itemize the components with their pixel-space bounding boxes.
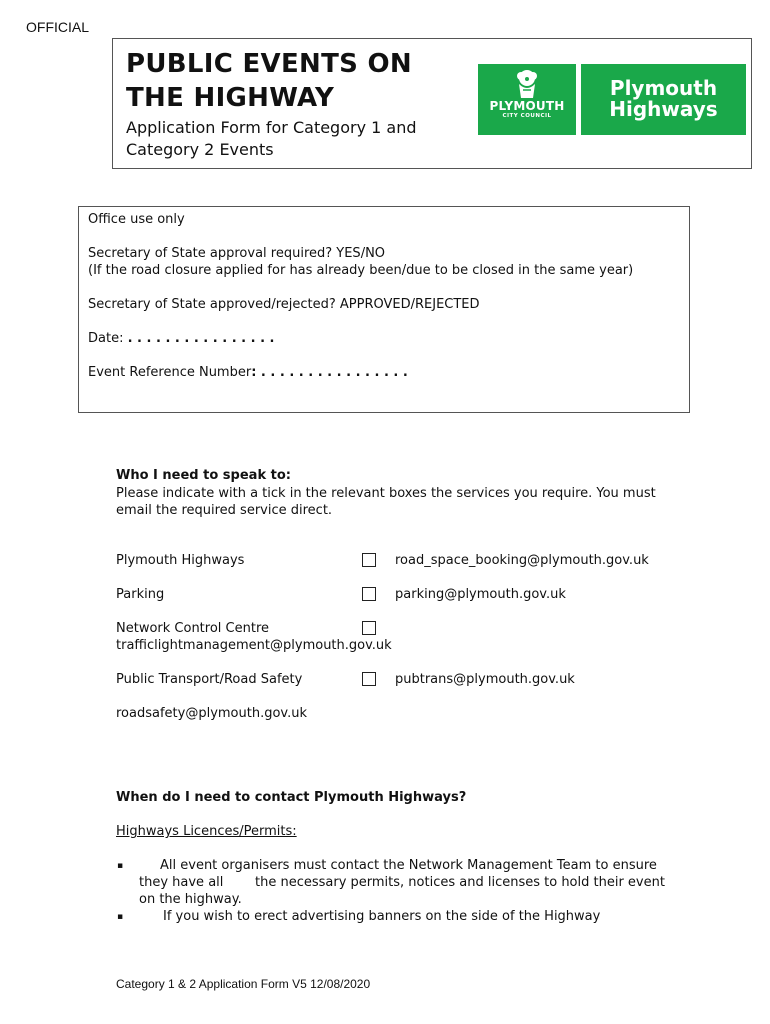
title-line-2: THE HIGHWAY <box>126 83 335 113</box>
checkbox-network-control[interactable] <box>362 621 376 635</box>
bullet-2-text: If you wish to erect advertising banners on the side of the Highway <box>163 909 601 924</box>
title-line-1: PUBLIC EVENTS ON <box>126 49 412 79</box>
office-use-heading: Office use only <box>88 212 185 227</box>
service-name-highways: Plymouth Highways <box>116 553 245 568</box>
event-reference-dots: : . . . . . . . . . . . . . . . . <box>251 365 408 380</box>
subtitle-line-1: Application Form for Category 1 and <box>126 118 417 137</box>
service-email-highways: road_space_booking@plymouth.gov.uk <box>395 553 649 568</box>
date-field[interactable] <box>88 330 275 347</box>
contacts-intro-line-1: Please indicate with a tick in the relevant boxes the services you require. You must <box>116 486 656 501</box>
licences-subheading: Highways Licences/Permits: <box>116 824 297 839</box>
contacts-heading: Who I need to speak to: <box>116 468 291 483</box>
page-subtitle <box>126 117 417 161</box>
contacts-intro-line-2: email the required service direct. <box>116 503 333 518</box>
date-label: Date: <box>88 331 128 346</box>
highways-logo-line-2: Highways <box>609 97 718 121</box>
service-email-parking: parking@plymouth.gov.uk <box>395 587 566 602</box>
sos-note-line: (If the road closure applied for has already been/due to be closed in the same year) <box>88 263 634 278</box>
council-logo-name: PLYMOUTH <box>489 99 565 113</box>
event-reference-field[interactable] <box>88 364 408 381</box>
service-name-parking: Parking <box>116 587 165 602</box>
service-name-network-control: Network Control Centre <box>116 621 270 636</box>
service-name-public-transport: Public Transport/Road Safety <box>116 672 303 687</box>
bullet-1-line-1: All event organisers must contact the Network Management Team to ensure <box>160 858 657 873</box>
highways-logo-line-1: Plymouth <box>609 76 718 100</box>
checkbox-parking[interactable] <box>362 587 376 601</box>
bullet-icon: ▪ <box>117 912 124 922</box>
checkbox-public-transport[interactable] <box>362 672 376 686</box>
date-dots: . . . . . . . . . . . . . . . . <box>127 331 275 346</box>
plymouth-city-council-logo <box>478 64 576 135</box>
bullet-1-line-3: on the highway. <box>139 892 242 907</box>
service-email-network-control: trafficlightmanagement@plymouth.gov.uk <box>116 638 392 653</box>
bullet-icon: ▪ <box>117 861 124 871</box>
subtitle-line-2: Category 2 Events <box>126 140 274 159</box>
service-email-public-transport: pubtrans@plymouth.gov.uk <box>395 672 575 687</box>
sos-approved-line: Secretary of State approved/rejected? APPROVED/REJECTED <box>88 297 480 312</box>
sos-required-line: Secretary of State approval required? YES/NO <box>88 246 386 261</box>
plymouth-highways-logo <box>581 64 746 135</box>
official-marking: OFFICIAL <box>26 19 90 35</box>
road-safety-email: roadsafety@plymouth.gov.uk <box>116 706 308 721</box>
bullet-1-line-2b: the necessary permits, notices and licenses to hold their event <box>255 875 665 890</box>
when-heading: When do I need to contact Plymouth Highways? <box>116 790 467 805</box>
page-title <box>126 47 412 115</box>
event-reference-label: Event Reference Number <box>88 365 252 380</box>
crest-icon <box>511 68 543 100</box>
page-footer: Category 1 & 2 Application Form V5 12/08/2020 <box>116 977 371 991</box>
checkbox-highways[interactable] <box>362 553 376 567</box>
council-logo-sub: CITY COUNCIL <box>502 113 552 119</box>
bullet-1-line-2a: they have all <box>139 875 224 890</box>
